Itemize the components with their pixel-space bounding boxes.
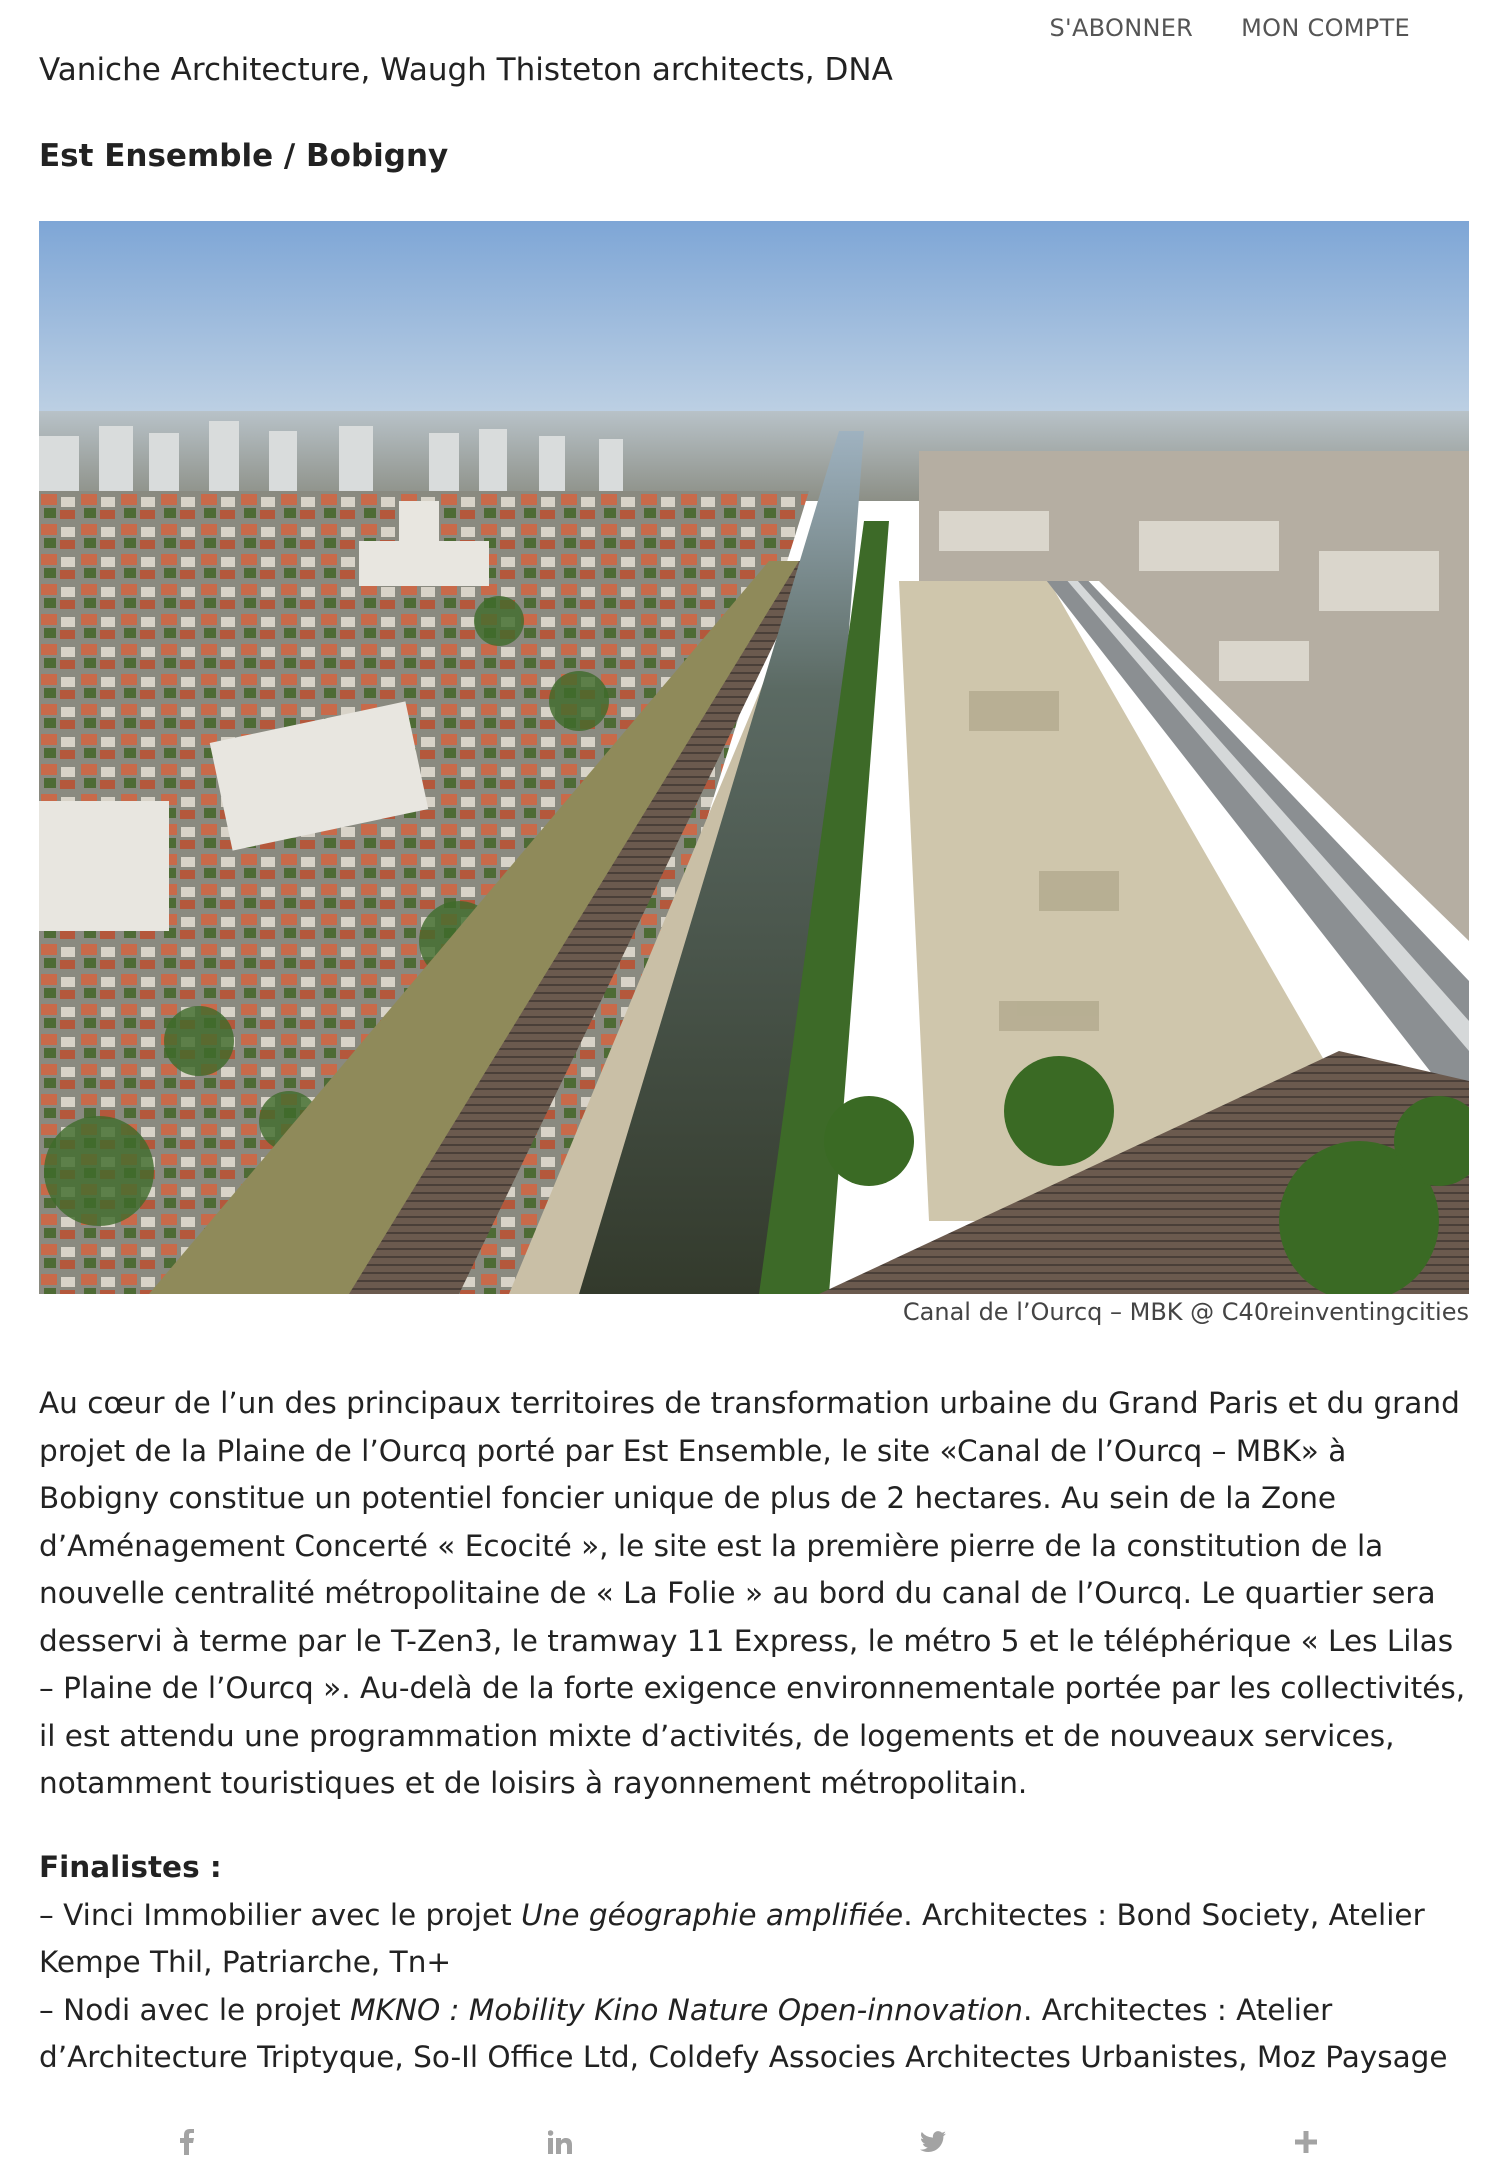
finalist-item	[39, 1892, 1469, 1987]
account-link[interactable]: MON COMPTE	[1241, 14, 1410, 42]
finalist-suffix: . Architectes : Bond Society, Atelier Kempe Thil, Patriarche, Tn+	[39, 1897, 1425, 1979]
finalist-prefix: – Nodi avec le projet	[39, 1992, 351, 2027]
facebook-icon[interactable]	[127, 2112, 247, 2172]
linkedin-icon[interactable]	[500, 2112, 620, 2172]
finalist-item	[39, 1987, 1469, 2082]
architects-line: Vaniche Architecture, Waugh Thisteton architects, DNA	[39, 52, 893, 88]
twitter-icon[interactable]	[873, 2112, 993, 2172]
finalists-heading: Finalistes :	[39, 1850, 222, 1884]
article-paragraph: Au cœur de l’un des principaux territoires de transformation urbaine du Grand Paris et du grand projet de la Plaine de l’Ourcq porté par Est Ensemble, le site «Canal de l’Ourcq – MBK» à Bobigny constitue un potentiel foncier unique de plus de 2 hectares. Au sein de la Zone d’Aménagement Concerté « Ecocité », le site est la première pierre de la constitution de la nouvelle centralité métropolitaine de « La Folie » au bord du canal de l’Ourcq. Le quartier sera desservi à terme par le T-Zen3, le tramway 11 Express, le métro 5 et le téléphérique « Les Lilas – Plaine de l’Ourcq ». Au-delà de la forte exigence environnementale portée par les collectivités, il est attendu une programmation mixte d’activités, de logements et de nouveaux services, notamment touristiques et de loisirs à rayonnement métropolitain.	[39, 1386, 1466, 1800]
location-heading: Est Ensemble / Bobigny	[39, 138, 449, 174]
finalist-project: Une géographie amplifiée	[521, 1897, 904, 1932]
share-bar	[0, 2107, 1492, 2177]
finalist-suffix: . Architectes : Atelier d’Architecture Triptyque, So-Il Office Ltd, Coldefy Associes Architectes Urbanistes, Moz Paysage	[39, 1992, 1448, 2074]
finalist-project: MKNO : Mobility Kino Nature Open-innovation	[350, 1992, 1023, 2027]
finalist-prefix: – Vinci Immobilier avec le projet	[39, 1897, 522, 1932]
plus-icon[interactable]	[1246, 2112, 1366, 2172]
aerial-photo	[39, 221, 1469, 1294]
photo-caption: Canal de l’Ourcq – MBK @ C40reinventingcities	[902, 1298, 1469, 1326]
subscribe-link[interactable]: S'ABONNER	[1049, 14, 1194, 42]
top-nav	[1050, 14, 1410, 42]
finalists-section	[39, 1844, 1469, 2082]
